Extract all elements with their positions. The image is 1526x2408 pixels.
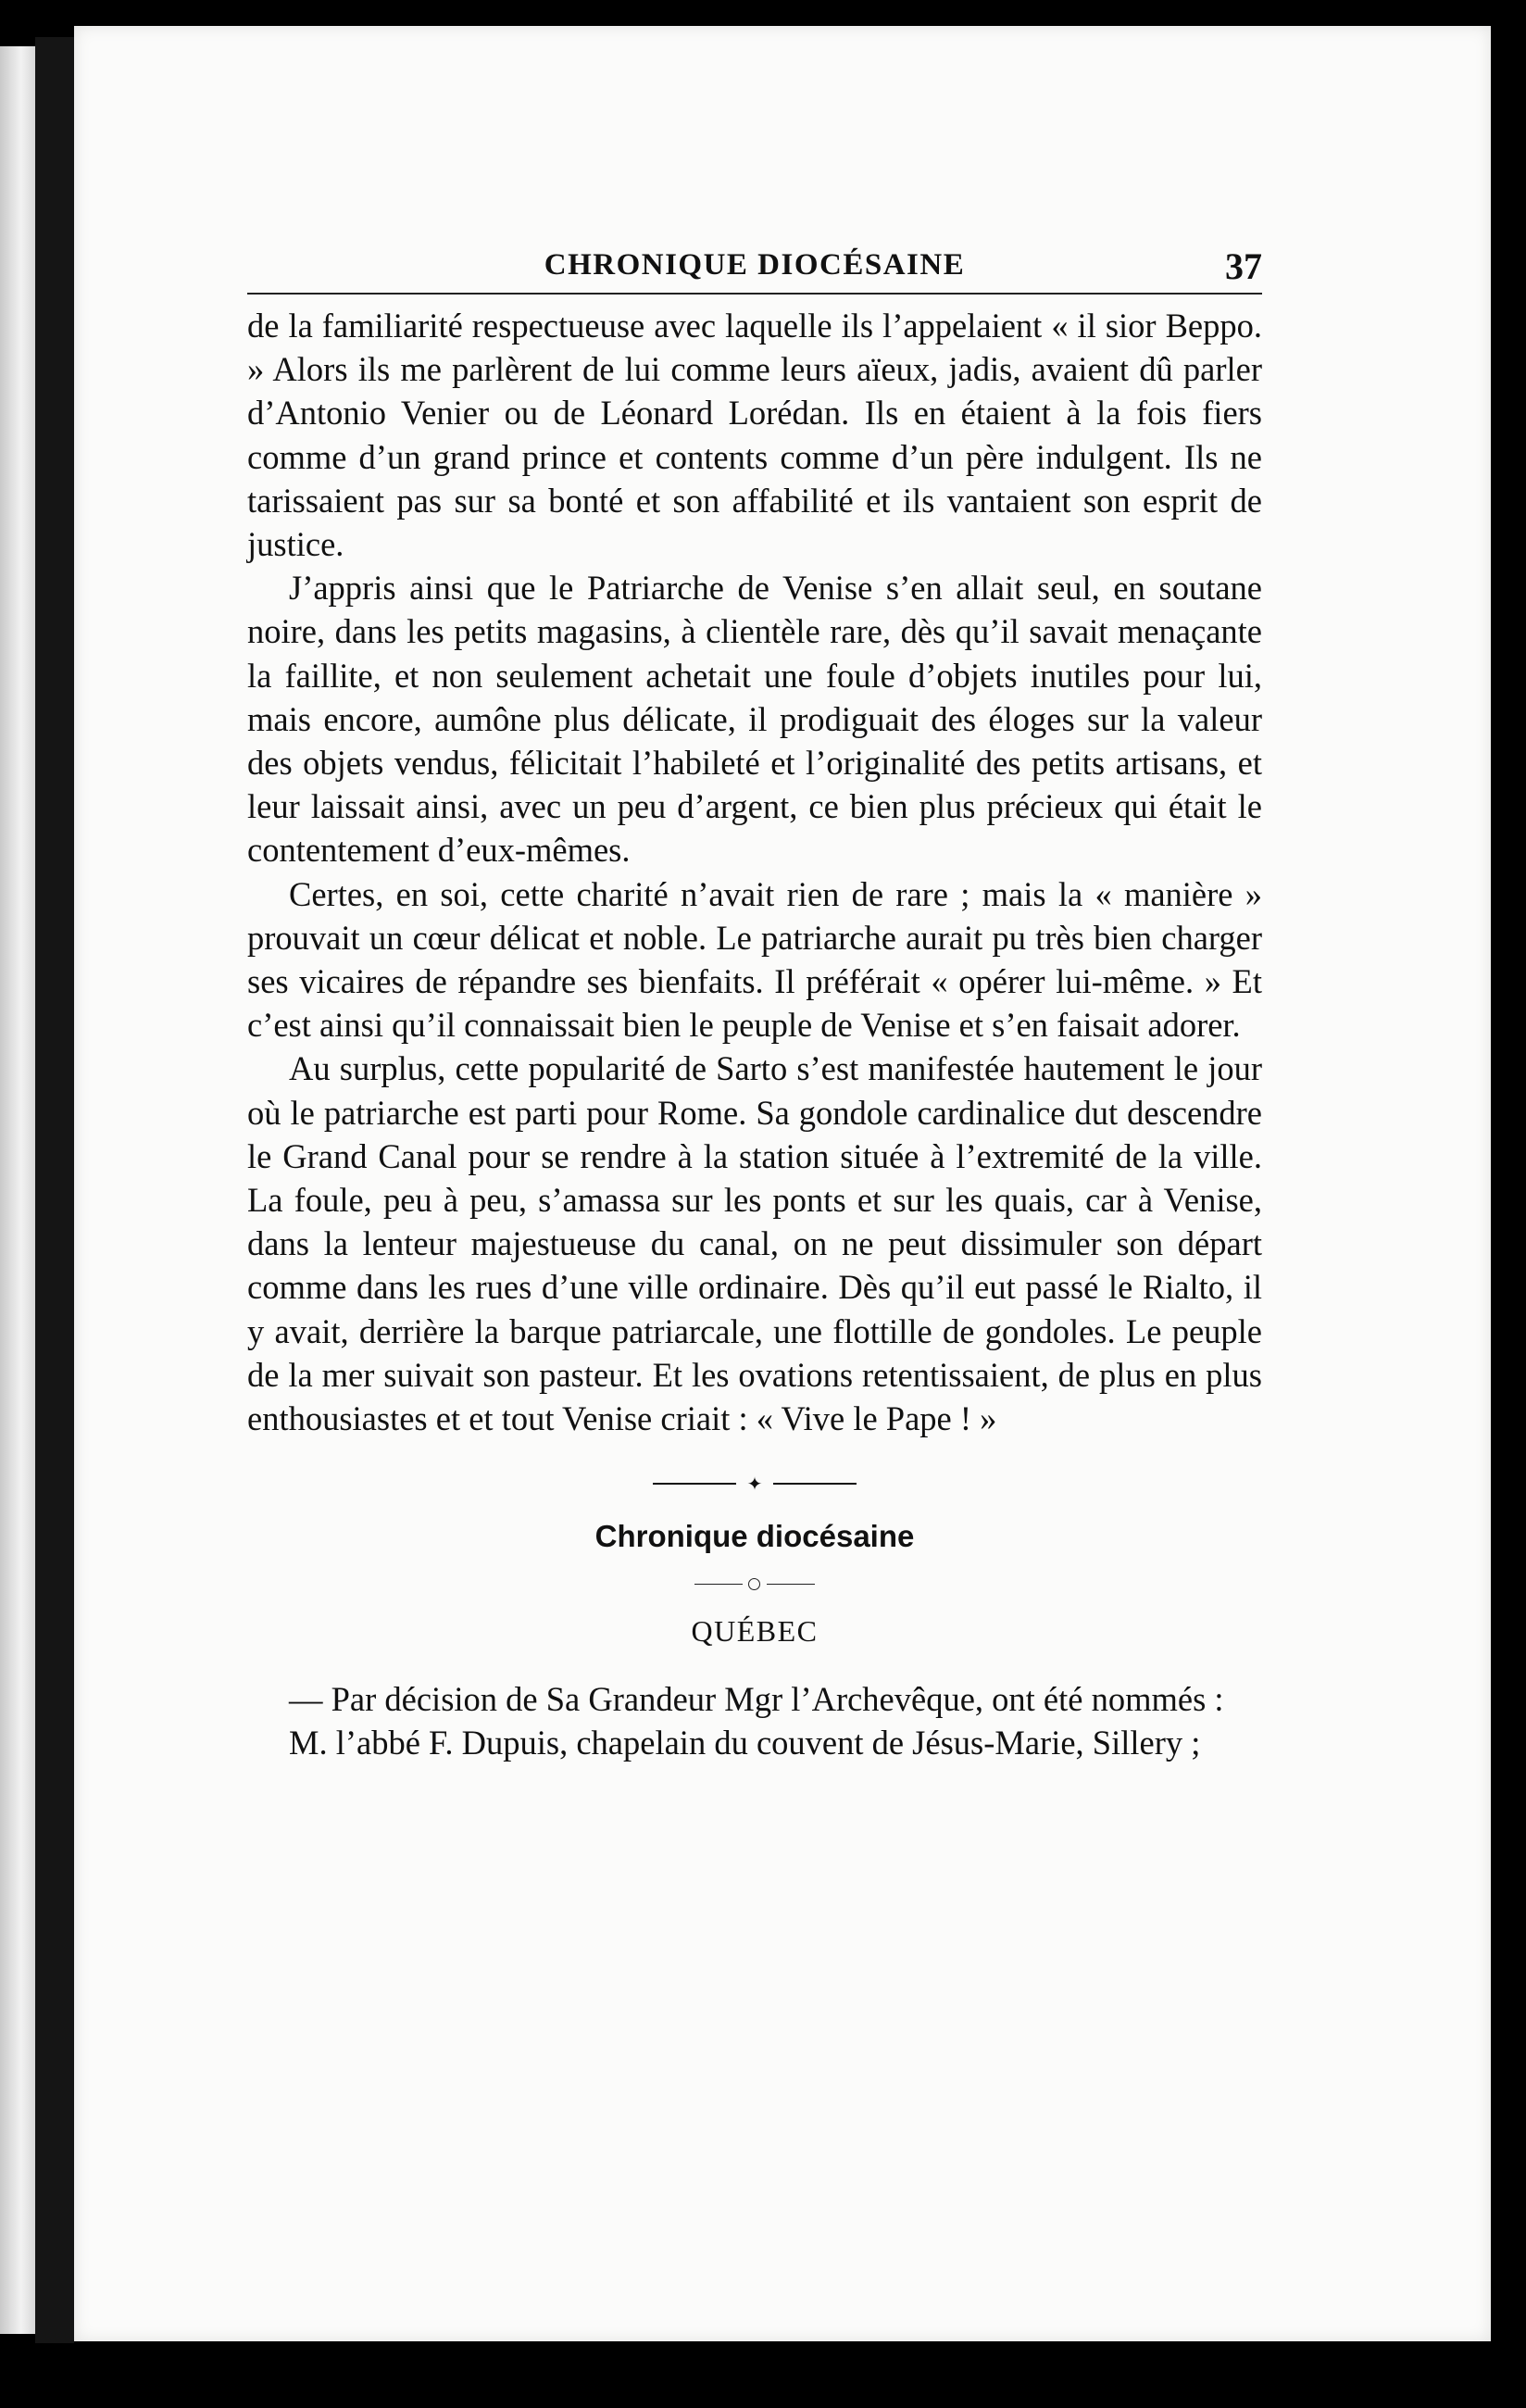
paragraph: Au surplus, cette popularité de Sarto s’est manifestée hautement le jour où le patriarche est parti pour Rome. Sa gondole cardinalice dut descendre le Grand Canal pour se rendre à la station située à l’extremité de la ville. La foule, peu à peu, s’amassa sur les ponts et sur les quais, car à Venise, dans la lenteur majestueuse du canal, on ne peut dissimuler son départ comme dans les rues d’une ville ordinaire. Dès qu’il eut passé le Rialto, il y avait, derrière la barque patriarcale, une flottille de gondoles. Le peuple de la mer suivait son pasteur. Et les ovations retentissaient, de plus en plus enthousiastes et et tout Venise criait : « Vive le Pape ! » bbox=[247, 1049, 1262, 1438]
ornament-icon: ✦ bbox=[742, 1476, 769, 1493]
section-title: Chronique diocésaine bbox=[594, 1519, 915, 1554]
ornament-rule-left bbox=[653, 1483, 736, 1485]
section-ornament bbox=[634, 1474, 875, 1496]
page bbox=[74, 26, 1491, 2341]
paragraph: — Par décision de Sa Grandeur Mgr l’Archevêque, ont été nommés : bbox=[289, 1680, 1224, 1719]
divider-circle-icon bbox=[748, 1578, 760, 1590]
adjacent-page-edge bbox=[0, 46, 35, 2334]
paragraph: J’appris ainsi que le Patriarche de Venise s’en allait seul, en soutane noire, dans les petits magasins, à clientèle rare, dès qu’il savait menaçante la faillite, et non seulement achetait une foule d’objets inutiles pour lui, mais encore, aumône plus délicate, il prodiguait des éloges sur la valeur des objets vendus, félicitait l’habileté et l’originalité des petits artisans, et leur laissait ainsi, avec un peu d’argent, ce bien plus précieux qui était le contentement d’eux-mêmes. bbox=[247, 569, 1262, 870]
small-rule-divider bbox=[694, 1577, 815, 1590]
ornament-rule-right bbox=[773, 1483, 857, 1485]
page-number: 37 bbox=[1225, 245, 1262, 287]
running-header bbox=[247, 239, 1262, 295]
paragraph: de la familiarité respectueuse avec laquelle ils l’appelaient « il sior Beppo. » Alors ils me parlèrent de lui comme leurs aïeux, jadis, avaient dû parler d’Antonio Venier ou de Léonard Lorédan. Ils en étaient à la fois fiers comme d’un grand prince et contents comme d’un père indulgent. Ils ne tarissaient pas sur sa bonté et son affabilité et ils vantaient son esprit de justice. bbox=[247, 307, 1262, 564]
page-content bbox=[247, 239, 1262, 1765]
divider-line-left bbox=[694, 1584, 743, 1585]
paragraph: Certes, en soi, cette charité n’avait rien de rare ; mais la « manière » prouvait un cœur délicat et noble. Le patriarche aurait pu très bien charger ses vicaires de répandre ses bienfaits. Il préférait « opérer lui-même. » Et c’est ainsi qu’il connaissait bien le peuple de Venise et s’en faisait adorer. bbox=[247, 874, 1262, 1045]
binding-shadow bbox=[35, 37, 74, 2343]
subsection-title: QUÉBEC bbox=[691, 1614, 819, 1649]
divider-line-right bbox=[767, 1584, 815, 1585]
running-header-title: CHRONIQUE DIOCÉSAINE bbox=[544, 248, 966, 282]
paragraph: M. l’abbé F. Dupuis, chapelain du couvent de Jésus-Marie, Sillery ; bbox=[289, 1724, 1201, 1762]
